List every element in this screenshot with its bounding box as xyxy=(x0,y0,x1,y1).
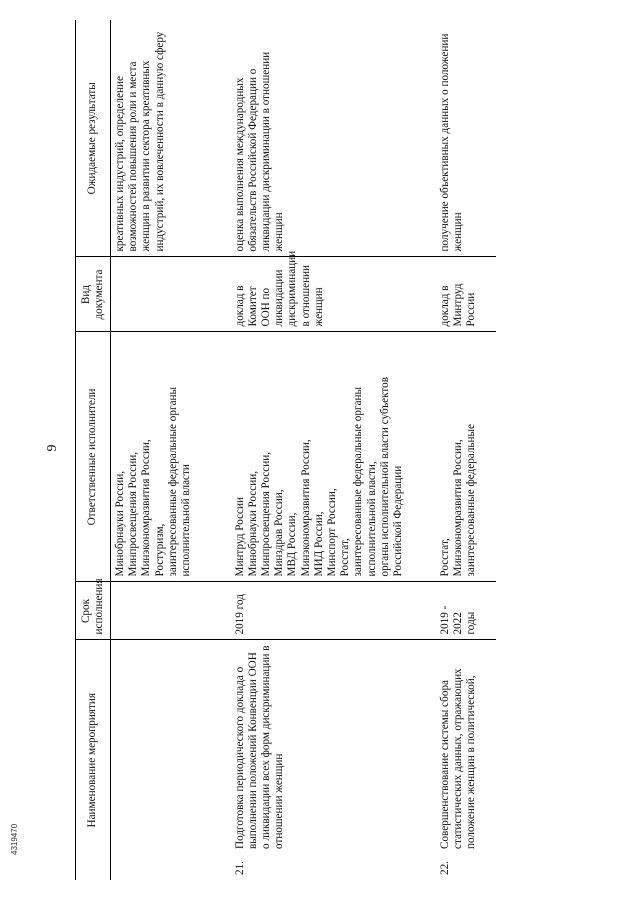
row-deadline xyxy=(111,582,231,640)
row-name-cell xyxy=(111,640,231,880)
table-row xyxy=(231,20,436,880)
col-deadline-header: Срок исполнения xyxy=(76,582,111,640)
row-deadline: 2019 - 2022 годы xyxy=(436,582,496,640)
row-name-cell xyxy=(436,640,496,880)
row-executors: Росстат, Минэкономразвития России, заинтересованные федеральные xyxy=(436,332,496,582)
col-name-header: Наименование мероприятия xyxy=(76,640,111,880)
row-name-cell xyxy=(231,640,436,880)
row-number: 21. xyxy=(233,861,246,875)
row-number: 22. xyxy=(438,861,451,875)
document-id: 4319470 xyxy=(10,823,19,855)
row-executors: Минобрнауки России, Минпросвещения России, Минэкономразвития России, Ростуризм, заинтересованные федеральные органы исполнительной власти xyxy=(111,332,231,582)
table-row xyxy=(111,20,231,880)
col-executors-header: Ответственные исполнители xyxy=(76,332,111,582)
col-results-header: Ожидаемые результаты xyxy=(76,20,111,257)
row-results: получение объективных данных о положении женщин xyxy=(436,20,496,257)
row-doctype: доклад в Комитет ООН по ликвидации дискриминации в отношении женщин xyxy=(231,257,436,332)
row-deadline: 2019 год xyxy=(231,582,436,640)
table-row xyxy=(436,20,496,880)
row-doctype xyxy=(111,257,231,332)
row-results: креативных индустрий, определение возможностей повышения роли и места женщин в развитии сектора креативных индустрий, их вовлеченности в данную сферу xyxy=(111,20,231,257)
row-name: Совершенствование системы сбора статистических данных, отражающих положение женщин в политической, xyxy=(438,668,477,849)
row-results: оценка выполнения международных обязательств Российской Федерации о ликвидации дискриминации в отношении женщин xyxy=(231,20,436,257)
row-name: Подготовка периодического доклада о выполнении положений Конвенции ООН о ликвидации всех форм дискриминации в отношении женщин xyxy=(233,645,286,849)
page-number: 9 xyxy=(45,444,60,452)
row-doctype: доклад в Минтруд России xyxy=(436,257,496,332)
landscape-sheet xyxy=(75,20,535,880)
col-doctype-header: Вид документа xyxy=(76,257,111,332)
table-header-row xyxy=(76,20,111,880)
measures-table xyxy=(75,20,496,880)
row-executors: Минтруд России Минобрнауки России, Минпросвещения России, Минздрав России, МВД России, Минэкономразвития России, МИД России, Минспорт России, Росстат, заинтересованные федеральные органы исполнительной власти, органы исполнительной власти субъектов Российской Федерации xyxy=(231,332,436,582)
